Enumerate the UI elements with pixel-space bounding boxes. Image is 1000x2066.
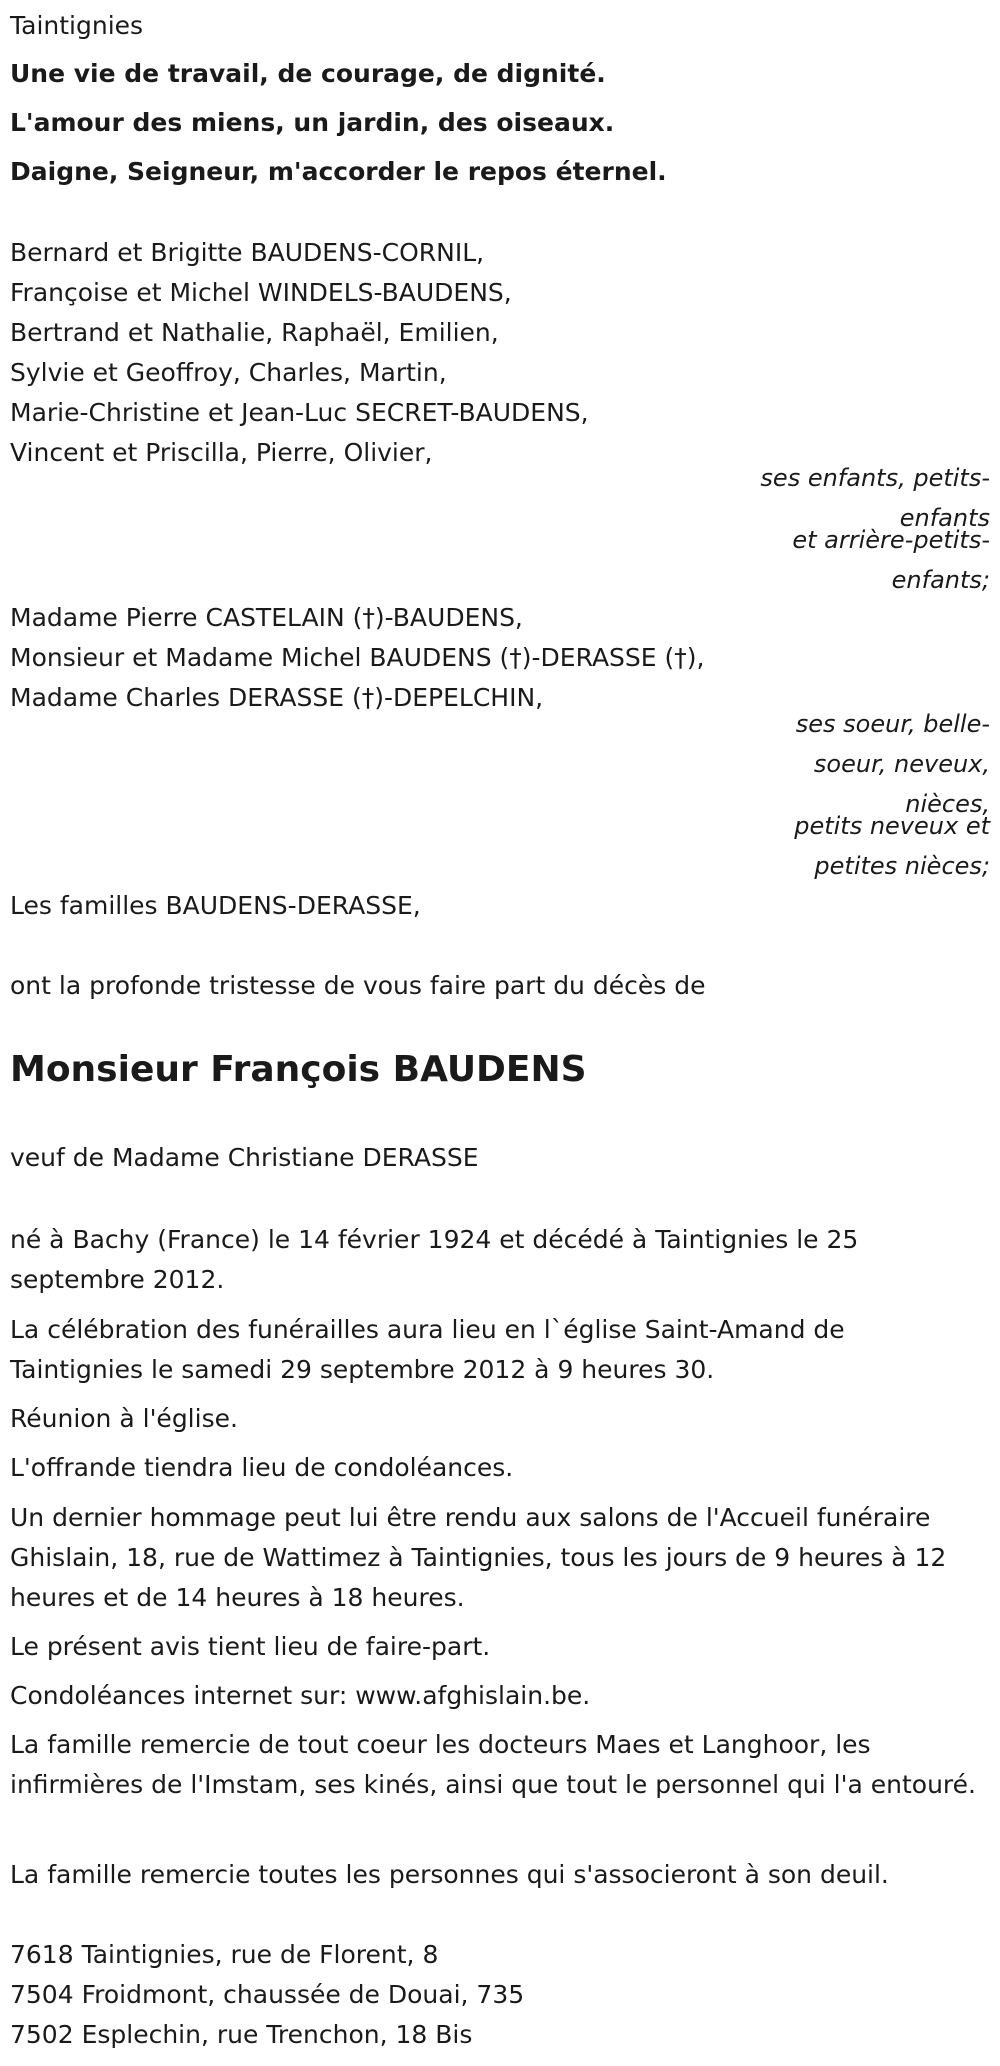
paragraph-tribute: Un dernier hommage peut lui être rendu aux salons de l'Accueil funéraire Ghislain, 18, rue de Wattimez à Taintignies, tous les jours de 9 heures à 12 heures et de 14 heures à 18 heures. bbox=[10, 1503, 947, 1612]
paragraph-meeting: Réunion à l'église. bbox=[10, 1404, 238, 1433]
quote-line-1: Une vie de travail, de courage, de dignité. bbox=[10, 59, 606, 88]
quote-line-2: L'amour des miens, un jardin, des oiseaux. bbox=[10, 108, 615, 137]
siblings-role-part2: petits neveux et petites nièces; bbox=[794, 812, 990, 880]
sibling-entry: Madame Charles DERASSE (†)-DEPELCHIN, bbox=[10, 683, 544, 712]
child-entry: Françoise et Michel WINDELS-BAUDENS, bbox=[10, 278, 512, 307]
address-line: 7504 Froidmont, chaussée de Douai, 735 bbox=[10, 1980, 525, 2009]
deceased-name: Monsieur François BAUDENS bbox=[10, 1049, 587, 1090]
widower-line: veuf de Madame Christiane DERASSE bbox=[10, 1143, 479, 1172]
child-entry: Bernard et Brigitte BAUDENS-CORNIL, bbox=[10, 238, 485, 267]
sibling-entry: Madame Pierre CASTELAIN (†)-BAUDENS, bbox=[10, 603, 523, 632]
child-entry: Bertrand et Nathalie, Raphaël, Emilien, bbox=[10, 318, 499, 347]
paragraph-thanks-all: La famille remercie toutes les personnes qui s'associeront à son deuil. bbox=[10, 1860, 889, 1889]
address-line: 7502 Esplechin, rue Trenchon, 18 Bis bbox=[10, 2020, 473, 2049]
children-role-part2: et arrière-petits-enfants; bbox=[792, 526, 990, 594]
paragraph-funeral: La célébration des funérailles aura lieu en l`église Saint-Amand de Taintignies le samedi 29 septembre 2012 à 9 heures 30. bbox=[10, 1315, 845, 1384]
child-entry: Vincent et Priscilla, Pierre, Olivier, bbox=[10, 438, 433, 467]
child-entry: Marie-Christine et Jean-Luc SECRET-BAUDENS, bbox=[10, 398, 589, 427]
children-role-part1: ses enfants, petits-enfants bbox=[760, 464, 990, 532]
paragraph-offering: L'offrande tiendra lieu de condoléances. bbox=[10, 1453, 514, 1482]
paragraph-thanks-medical: La famille remercie de tout coeur les docteurs Maes et Langhoor, les infirmières de l'Imstam, ses kinés, ainsi que tout le personnel qui l'a entouré. bbox=[10, 1730, 976, 1799]
sibling-entry: Monsieur et Madame Michel BAUDENS (†)-DERASSE (†), bbox=[10, 643, 705, 672]
siblings-role-part1: ses soeur, belle-soeur, neveux, nièces, bbox=[795, 710, 990, 818]
quote-line-3: Daigne, Seigneur, m'accorder le repos éternel. bbox=[10, 157, 667, 186]
announcement-line: ont la profonde tristesse de vous faire part du décès de bbox=[10, 971, 706, 1000]
address-line: 7618 Taintignies, rue de Florent, 8 bbox=[10, 1940, 439, 1969]
paragraph-condolences: Condoléances internet sur: www.afghislain.be. bbox=[10, 1681, 591, 1710]
families-line: Les familles BAUDENS-DERASSE, bbox=[10, 891, 421, 920]
paragraph-birth-death: né à Bachy (France) le 14 février 1924 et décédé à Taintignies le 25 septembre 2012. bbox=[10, 1225, 859, 1294]
paragraph-notice: Le présent avis tient lieu de faire-part. bbox=[10, 1632, 491, 1661]
place-header: Taintignies bbox=[10, 11, 144, 40]
child-entry: Sylvie et Geoffroy, Charles, Martin, bbox=[10, 358, 447, 387]
